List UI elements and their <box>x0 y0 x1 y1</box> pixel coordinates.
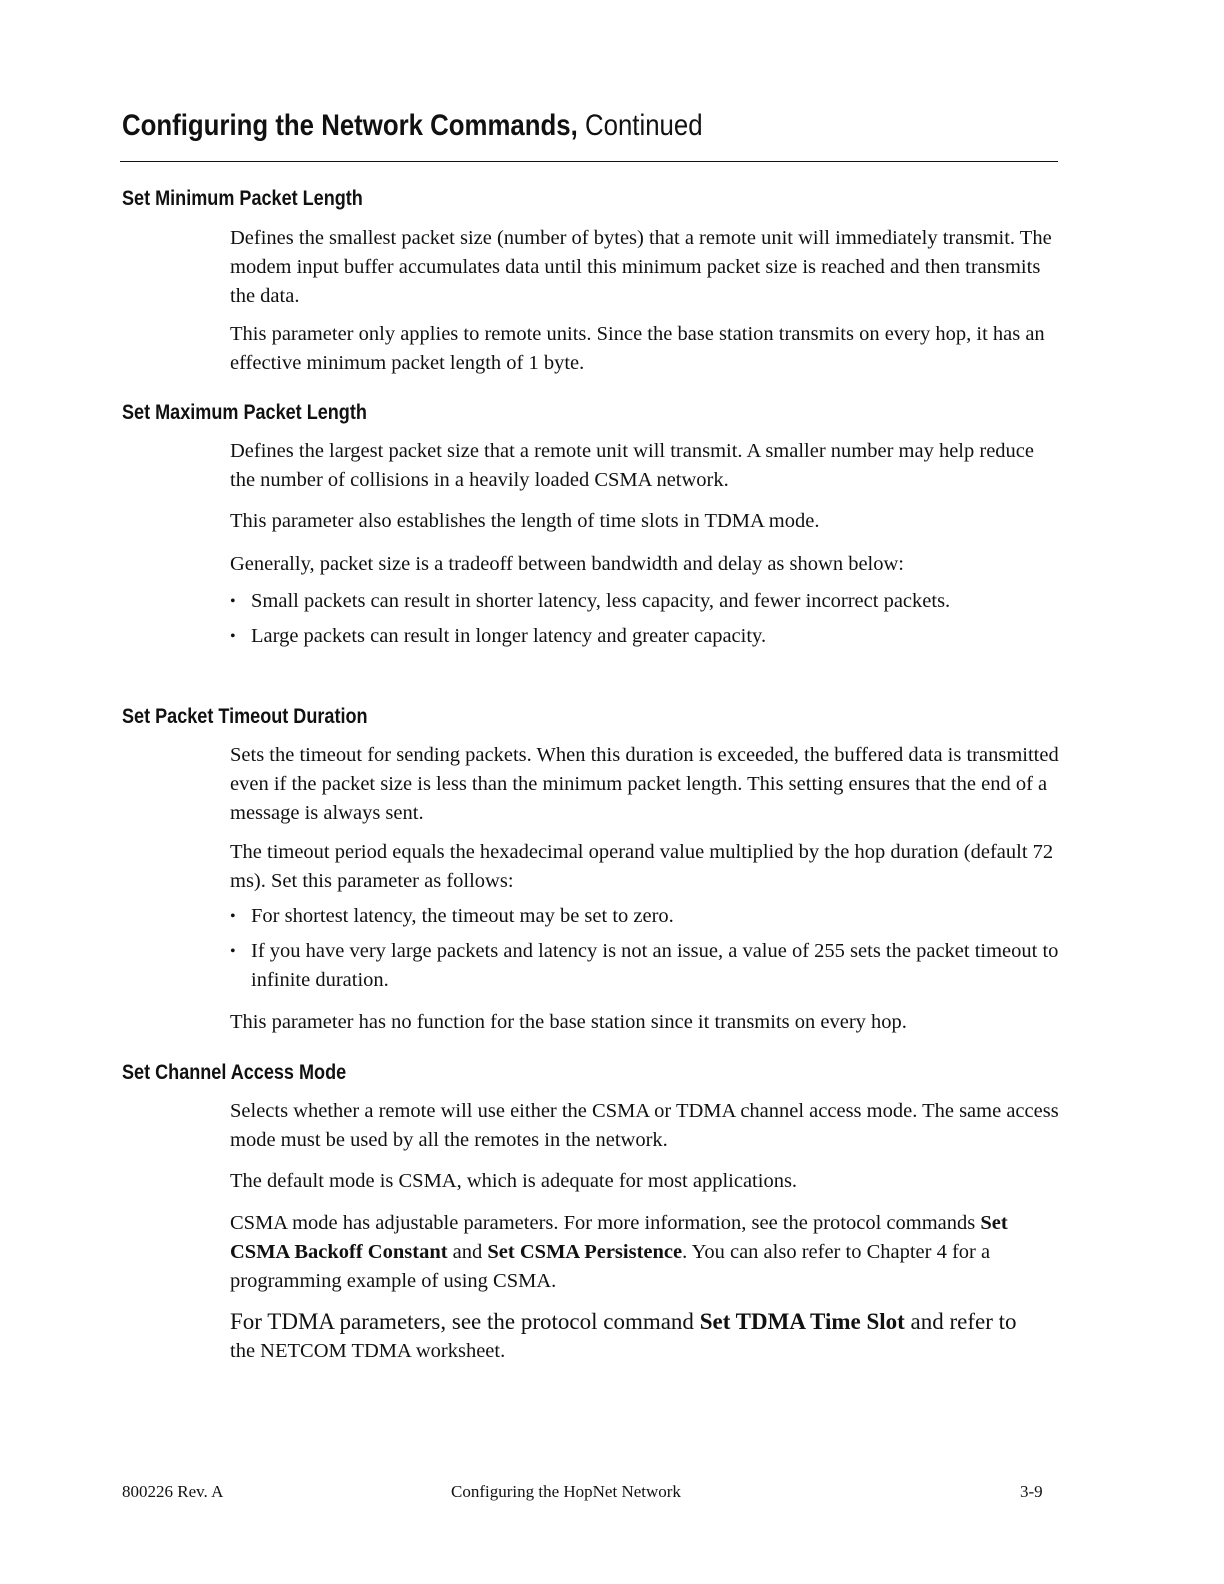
access-mode-paragraph-1: Selects whether a remote will use either the CSMA or TDMA channel access mode. The same access mode must be used by all the remotes in the network. <box>230 1100 1059 1151</box>
timeout-paragraph-1: Sets the timeout for sending packets. When this duration is exceeded, the buffered data is transmitted even if the packet size is less than the minimum packet length. This setting ensures that the end of a message is always sent. <box>230 744 1059 824</box>
footer-page-number: 3-9 <box>1020 1482 1043 1501</box>
tdma-text-3: the NETCOM TDMA worksheet. <box>230 1340 506 1362</box>
max-packet-paragraph-1: Defines the largest packet size that a remote unit will transmit. A smaller number may help reduce the number of collisions in a heavily loaded CSMA network. <box>230 440 1034 491</box>
section-heading-channel-access-mode: Set Channel Access Mode <box>122 1061 347 1084</box>
section-heading-packet-timeout: Set Packet Timeout Duration <box>122 705 368 728</box>
list-item: • If you have very large packets and latency is not an issue, a value of 255 sets the packet timeout to infinite duration. <box>230 937 1060 995</box>
min-packet-paragraph-1: Defines the smallest packet size (number of bytes) that a remote unit will immediately transmit. The modem input buffer accumulates data until this minimum packet size is reached and then transmits the data. <box>230 227 1052 307</box>
tdma-time-slot-command: Set TDMA Time Slot <box>699 1309 905 1334</box>
min-packet-paragraph-2: This parameter only applies to remote units. Since the base station transmits on every hop, it has an effective minimum packet length of 1 byte. <box>230 323 1045 374</box>
timeout-paragraph-2: The timeout period equals the hexadecimal operand value multiplied by the hop duration (default 72 ms). Set this parameter as follows: <box>230 841 1054 892</box>
footer-doc-number: 800226 Rev. A <box>122 1482 224 1501</box>
csma-paragraph <box>230 1209 1060 1296</box>
page-title <box>122 106 930 146</box>
access-mode-paragraph-2: The default mode is CSMA, which is adequate for most applications. <box>230 1170 798 1192</box>
csma-backoff-command: Set CSMA Backoff Constant <box>230 1212 1008 1263</box>
max-packet-paragraph-3: Generally, packet size is a tradeoff between bandwidth and delay as shown below: <box>230 553 904 575</box>
max-packet-paragraph-2: This parameter also establishes the length of time slots in TDMA mode. <box>230 510 820 532</box>
timeout-bullet-list <box>230 902 1060 1001</box>
tdma-text-1: For TDMA parameters, see the protocol command <box>230 1309 700 1334</box>
list-item: • Large packets can result in longer latency and greater capacity. <box>230 622 1060 651</box>
csma-text-3: . You can also refer to Chapter 4 for a programming example of using CSMA. <box>230 1241 991 1292</box>
section-heading-max-packet-length: Set Maximum Packet Length <box>122 401 367 424</box>
page-title-main: Configuring the Network Commands, <box>122 109 578 142</box>
list-item: • Small packets can result in shorter latency, less capacity, and fewer incorrect packets. <box>230 587 1060 616</box>
max-packet-bullet-list <box>230 587 1060 657</box>
tdma-text-2: and refer to <box>904 1309 1017 1334</box>
csma-persistence-command: Set CSMA Persistence <box>487 1241 683 1263</box>
tdma-paragraph <box>230 1308 1060 1365</box>
section-heading-min-packet-length: Set Minimum Packet Length <box>122 187 363 210</box>
csma-text-2: and <box>447 1241 488 1263</box>
list-item: • For shortest latency, the timeout may be set to zero. <box>230 902 1060 931</box>
csma-text-1: CSMA mode has adjustable parameters. For more information, see the protocol commands <box>230 1212 981 1234</box>
page-title-continued: Continued <box>577 109 703 142</box>
timeout-paragraph-3: This parameter has no function for the base station since it transmits on every hop. <box>230 1011 907 1033</box>
header-rule <box>120 161 1058 162</box>
footer-chapter-title: Configuring the HopNet Network <box>451 1482 681 1501</box>
